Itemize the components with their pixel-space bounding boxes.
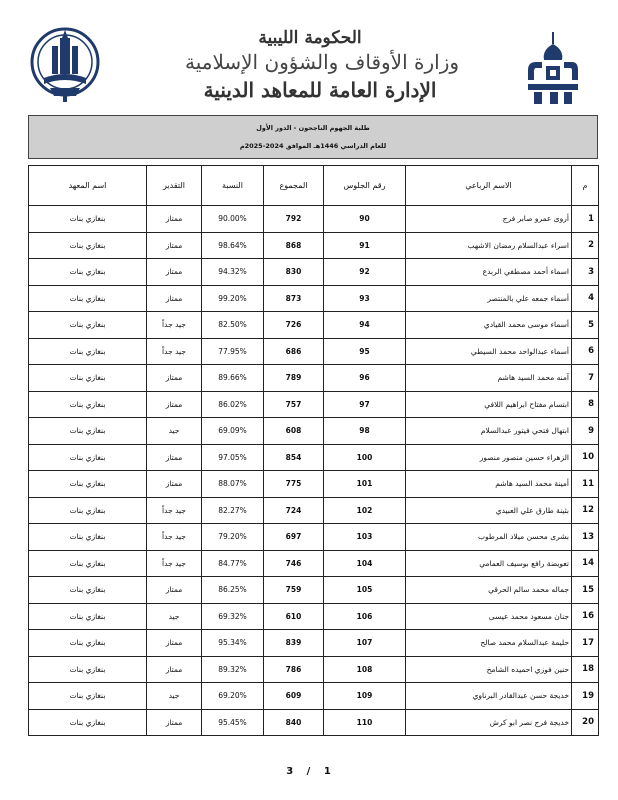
total-score: 746 xyxy=(264,550,324,577)
row-number: 17 xyxy=(572,630,599,657)
total-score: 789 xyxy=(264,365,324,392)
percentage: 69.20% xyxy=(202,683,264,710)
page-total: 3 xyxy=(286,766,295,777)
grade: جيد xyxy=(147,603,202,630)
seat-number: 103 xyxy=(324,524,406,551)
seat-number: 108 xyxy=(324,656,406,683)
total-score: 775 xyxy=(264,471,324,498)
institute-name: بنغازي بنات xyxy=(29,656,147,683)
report-subtitle: طلبة الجهوم الناجحون - الدور الأول xyxy=(256,124,370,132)
government-title: الحكومة الليبية xyxy=(258,28,362,48)
table-row xyxy=(29,391,599,418)
percentage: 82.27% xyxy=(202,497,264,524)
student-name: خديجة فرج نصر ابو كرش xyxy=(406,709,572,736)
grade: جيد جداً xyxy=(147,550,202,577)
seat-number: 92 xyxy=(324,259,406,286)
percentage: 89.66% xyxy=(202,365,264,392)
grade: ممتاز xyxy=(147,709,202,736)
total-score: 757 xyxy=(264,391,324,418)
student-name: أسماء جمعه علي بالمنتصر xyxy=(406,285,572,312)
grade: ممتاز xyxy=(147,391,202,418)
student-name: حنين فوزي احميده الشامخ xyxy=(406,656,572,683)
seat-number: 91 xyxy=(324,232,406,259)
grade: ممتاز xyxy=(147,365,202,392)
total-score: 840 xyxy=(264,709,324,736)
table-row xyxy=(29,497,599,524)
seat-number: 96 xyxy=(324,365,406,392)
seat-number: 106 xyxy=(324,603,406,630)
total-score: 868 xyxy=(264,232,324,259)
institute-name: بنغازي بنات xyxy=(29,471,147,498)
percentage: 89.32% xyxy=(202,656,264,683)
percentage: 86.25% xyxy=(202,577,264,604)
institute-name: بنغازي بنات xyxy=(29,391,147,418)
grade: ممتاز xyxy=(147,285,202,312)
table-row xyxy=(29,418,599,445)
total-score: 792 xyxy=(264,206,324,233)
academic-year: للعام الدراسي 1446هـ الموافق 2024-2025م xyxy=(239,142,387,150)
header-seat: رقم الجلوس xyxy=(324,166,406,206)
table-row xyxy=(29,232,599,259)
seat-number: 107 xyxy=(324,630,406,657)
row-number: 3 xyxy=(572,259,599,286)
institute-name: بنغازي بنات xyxy=(29,365,147,392)
student-name: بثينة طارق علي العبيدي xyxy=(406,497,572,524)
institute-name: بنغازي بنات xyxy=(29,444,147,471)
percentage: 79.20% xyxy=(202,524,264,551)
page-separator: / xyxy=(306,766,312,777)
table-row xyxy=(29,338,599,365)
table-row xyxy=(29,683,599,710)
student-name: أسماء موسى محمد القيادي xyxy=(406,312,572,339)
row-number: 14 xyxy=(572,550,599,577)
total-score: 609 xyxy=(264,683,324,710)
total-score: 786 xyxy=(264,656,324,683)
student-name: ابتسام مفتاح ابراهيم اللافي xyxy=(406,391,572,418)
total-score: 854 xyxy=(264,444,324,471)
grade: جيد xyxy=(147,683,202,710)
percentage: 69.32% xyxy=(202,603,264,630)
student-name: جماله محمد سالم الحرقي xyxy=(406,577,572,604)
ministry-emblem-icon xyxy=(30,26,100,104)
percentage: 90.00% xyxy=(202,206,264,233)
percentage: 77.95% xyxy=(202,338,264,365)
grade: ممتاز xyxy=(147,444,202,471)
table-row xyxy=(29,630,599,657)
total-score: 724 xyxy=(264,497,324,524)
table-row xyxy=(29,259,599,286)
report-info-box xyxy=(28,115,598,159)
row-number: 13 xyxy=(572,524,599,551)
grade: ممتاز xyxy=(147,259,202,286)
student-name: خديجة حسن عبدالقادر البرناوي xyxy=(406,683,572,710)
page-number xyxy=(0,766,618,777)
table-row xyxy=(29,365,599,392)
student-name: بشرى محسن ميلاد المرطوب xyxy=(406,524,572,551)
percentage: 99.20% xyxy=(202,285,264,312)
total-score: 759 xyxy=(264,577,324,604)
row-number: 2 xyxy=(572,232,599,259)
percentage: 82.50% xyxy=(202,312,264,339)
percentage: 95.34% xyxy=(202,630,264,657)
seat-number: 93 xyxy=(324,285,406,312)
total-score: 873 xyxy=(264,285,324,312)
header-institute: اسم المعهد xyxy=(29,166,147,206)
row-number: 8 xyxy=(572,391,599,418)
student-name: أمينة محمد السيد هاشم xyxy=(406,471,572,498)
percentage: 98.64% xyxy=(202,232,264,259)
table-row xyxy=(29,550,599,577)
row-number: 15 xyxy=(572,577,599,604)
row-number: 19 xyxy=(572,683,599,710)
grade: جيد جداً xyxy=(147,338,202,365)
table-row xyxy=(29,603,599,630)
grade: جيد جداً xyxy=(147,524,202,551)
seat-number: 104 xyxy=(324,550,406,577)
total-score: 608 xyxy=(264,418,324,445)
page-header xyxy=(0,0,618,115)
institute-name: بنغازي بنات xyxy=(29,603,147,630)
student-name: اسراء عبدالسلام رمضان الاشهب xyxy=(406,232,572,259)
header-name: الاسم الرباعي xyxy=(406,166,572,206)
results-table xyxy=(28,165,599,736)
grade: جيد جداً xyxy=(147,312,202,339)
institute-name: بنغازي بنات xyxy=(29,232,147,259)
grade: ممتاز xyxy=(147,577,202,604)
grade: ممتاز xyxy=(147,206,202,233)
seat-number: 105 xyxy=(324,577,406,604)
header-num: م xyxy=(572,166,599,206)
seat-number: 94 xyxy=(324,312,406,339)
seat-number: 109 xyxy=(324,683,406,710)
percentage: 88.07% xyxy=(202,471,264,498)
row-number: 6 xyxy=(572,338,599,365)
table-row xyxy=(29,524,599,551)
student-name: تعويضة رافع بوسيف العمامي xyxy=(406,550,572,577)
seat-number: 100 xyxy=(324,444,406,471)
seat-number: 97 xyxy=(324,391,406,418)
table-row xyxy=(29,206,599,233)
table-header-row xyxy=(29,166,599,206)
total-score: 726 xyxy=(264,312,324,339)
institute-name: بنغازي بنات xyxy=(29,312,147,339)
table-row xyxy=(29,285,599,312)
table-row xyxy=(29,656,599,683)
institute-name: بنغازي بنات xyxy=(29,524,147,551)
row-number: 10 xyxy=(572,444,599,471)
grade: جيد xyxy=(147,418,202,445)
student-name: أروى عمرو صابر فرج xyxy=(406,206,572,233)
percentage: 95.45% xyxy=(202,709,264,736)
institute-name: بنغازي بنات xyxy=(29,206,147,233)
percentage: 97.05% xyxy=(202,444,264,471)
institute-name: بنغازي بنات xyxy=(29,683,147,710)
ministry-title: وزارة الأوقاف والشؤون الإسلامية xyxy=(184,50,460,74)
student-name: ابتهال فتحي فيتور عبدالسلام xyxy=(406,418,572,445)
institute-name: بنغازي بنات xyxy=(29,709,147,736)
grade: ممتاز xyxy=(147,656,202,683)
institute-name: بنغازي بنات xyxy=(29,338,147,365)
row-number: 4 xyxy=(572,285,599,312)
row-number: 20 xyxy=(572,709,599,736)
seat-number: 95 xyxy=(324,338,406,365)
total-score: 697 xyxy=(264,524,324,551)
header-total: المجموع xyxy=(264,166,324,206)
row-number: 16 xyxy=(572,603,599,630)
seat-number: 102 xyxy=(324,497,406,524)
percentage: 69.09% xyxy=(202,418,264,445)
seat-number: 90 xyxy=(324,206,406,233)
institute-name: بنغازي بنات xyxy=(29,259,147,286)
student-name: اسماء أحمد مصطفي الربدع xyxy=(406,259,572,286)
total-score: 686 xyxy=(264,338,324,365)
institute-name: بنغازي بنات xyxy=(29,497,147,524)
grade: جيد جداً xyxy=(147,497,202,524)
student-name: آمنه محمد السيد هاشم xyxy=(406,365,572,392)
page-current: 1 xyxy=(323,766,332,777)
table-row xyxy=(29,577,599,604)
table-row xyxy=(29,312,599,339)
student-name: حليمة عبدالسلام محمد صالح xyxy=(406,630,572,657)
department-title: الإدارة العامة للمعاهد الدينية xyxy=(203,78,437,102)
seat-number: 98 xyxy=(324,418,406,445)
table-row xyxy=(29,471,599,498)
student-name: جنان مسعود محمد عيسى xyxy=(406,603,572,630)
table-row xyxy=(29,444,599,471)
waqf-logo-icon xyxy=(522,30,584,106)
student-name: أسماء عبدالواحد محمد السيطي xyxy=(406,338,572,365)
total-score: 830 xyxy=(264,259,324,286)
header-percentage: النسبة xyxy=(202,166,264,206)
table-row xyxy=(29,709,599,736)
percentage: 86.02% xyxy=(202,391,264,418)
grade: ممتاز xyxy=(147,630,202,657)
institute-name: بنغازي بنات xyxy=(29,285,147,312)
percentage: 94.32% xyxy=(202,259,264,286)
total-score: 839 xyxy=(264,630,324,657)
row-number: 18 xyxy=(572,656,599,683)
seat-number: 101 xyxy=(324,471,406,498)
row-number: 9 xyxy=(572,418,599,445)
institute-name: بنغازي بنات xyxy=(29,550,147,577)
percentage: 84.77% xyxy=(202,550,264,577)
total-score: 610 xyxy=(264,603,324,630)
institute-name: بنغازي بنات xyxy=(29,577,147,604)
institute-name: بنغازي بنات xyxy=(29,630,147,657)
grade: ممتاز xyxy=(147,232,202,259)
row-number: 1 xyxy=(572,206,599,233)
row-number: 12 xyxy=(572,497,599,524)
seat-number: 110 xyxy=(324,709,406,736)
header-grade: التقدير xyxy=(147,166,202,206)
row-number: 11 xyxy=(572,471,599,498)
grade: ممتاز xyxy=(147,471,202,498)
institute-name: بنغازي بنات xyxy=(29,418,147,445)
row-number: 5 xyxy=(572,312,599,339)
student-name: الزهراء حسين منصور منصور xyxy=(406,444,572,471)
row-number: 7 xyxy=(572,365,599,392)
